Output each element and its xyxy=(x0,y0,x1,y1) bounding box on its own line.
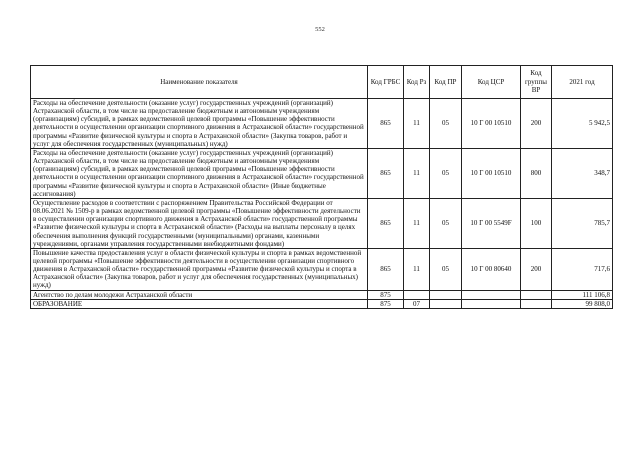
header-grbs: Код ГРБС xyxy=(368,66,404,99)
header-year: 2021 год xyxy=(552,66,613,99)
row-pr xyxy=(430,299,462,308)
row-grbs: 865 xyxy=(368,248,404,290)
row-grbs: 865 xyxy=(368,99,404,149)
row-vr: 100 xyxy=(521,198,552,248)
row-name: Повышение качества предоставления услуг в области физической культуры и спорта в рамках ведомственной целевой программы «Повышение эффективности деятельности в осуществлении организации спортивного движения в Астраханской области» государственной программы «Развитие физической культуры и спорта в Астраханской области» (Закупка товаров, работ и услуг для обеспечения государственных (муниципальных) нужд) xyxy=(31,248,368,290)
row-grbs: 875 xyxy=(368,299,404,308)
row-rz: 11 xyxy=(404,148,430,198)
table-row xyxy=(31,148,613,198)
row-rz: 11 xyxy=(404,198,430,248)
header-vr: Код группы ВР xyxy=(521,66,552,99)
row-pr: 05 xyxy=(430,198,462,248)
row-amount: 717,6 xyxy=(552,248,613,290)
table-row xyxy=(31,299,613,308)
budget-table xyxy=(30,65,613,309)
row-pr: 05 xyxy=(430,99,462,149)
row-amount: 111 106,8 xyxy=(552,290,613,299)
row-amount: 348,7 xyxy=(552,148,613,198)
row-csr: 10 Г 00 5549F xyxy=(462,198,521,248)
row-vr: 800 xyxy=(521,148,552,198)
table-header-row xyxy=(31,66,613,99)
header-name: Наименование показателя xyxy=(31,66,368,99)
row-vr: 200 xyxy=(521,248,552,290)
row-csr xyxy=(462,299,521,308)
row-csr: 10 Г 00 10510 xyxy=(462,99,521,149)
row-rz xyxy=(404,290,430,299)
row-name: Агентство по делам молодежи Астраханской области xyxy=(31,290,368,299)
row-rz: 11 xyxy=(404,248,430,290)
row-name: Осуществление расходов в соответствии с распоряжением Правительства Российской Федерации от 08.06.2021 № 1509-р в рамках ведомственной целевой программы «Повышение эффективности деятельности в осуществлении организации спортивного движения в Астраханской области» государственной программы «Развитие физической культуры и спорта в Астраханской области» (Расходы на выплаты персоналу в целях обеспечения выполнения функций государственными (муниципальными) органами, казенными учреждениями, органами управления государственными внебюджетными фондами) xyxy=(31,198,368,248)
row-rz: 07 xyxy=(404,299,430,308)
row-vr xyxy=(521,299,552,308)
row-csr: 10 Г 00 80640 xyxy=(462,248,521,290)
header-csr: Код ЦСР xyxy=(462,66,521,99)
row-amount: 785,7 xyxy=(552,198,613,248)
table-row xyxy=(31,99,613,149)
header-rz: Код Рз xyxy=(404,66,430,99)
row-grbs: 865 xyxy=(368,198,404,248)
row-pr: 05 xyxy=(430,248,462,290)
row-amount: 99 808,0 xyxy=(552,299,613,308)
header-pr: Код ПР xyxy=(430,66,462,99)
row-name: Расходы на обеспечение деятельности (оказание услуг) государственных учреждений (организаций) Астраханской области, в том числе на предоставление бюджетным и автономным учреждениям (организациям) субсидий, в рамках ведомственной целевой программы «Повышение эффективности деятельности в осуществлении организации спортивного движения в Астраханской области» государственной программы «Развитие физической культуры и спорта в Астраханской области» (Иные бюджетные ассигнования) xyxy=(31,148,368,198)
page-number: 552 xyxy=(315,26,325,33)
table-row xyxy=(31,248,613,290)
table-row xyxy=(31,198,613,248)
row-amount: 5 942,5 xyxy=(552,99,613,149)
row-vr xyxy=(521,290,552,299)
row-csr xyxy=(462,290,521,299)
row-csr: 10 Г 00 10510 xyxy=(462,148,521,198)
row-rz: 11 xyxy=(404,99,430,149)
row-name: Расходы на обеспечение деятельности (оказание услуг) государственных учреждений (организаций) Астраханской области, в том числе на предоставление бюджетным и автономным учреждениям (организациям) субсидий, в рамках ведомственной целевой программы «Повышение эффективности деятельности в осуществлении организации спортивного движения в Астраханской области» государственной программы «Развитие физической культуры и спорта в Астраханской области» (Закупка товаров, работ и услуг для обеспечения государственных (муниципальных) нужд) xyxy=(31,99,368,149)
row-pr: 05 xyxy=(430,148,462,198)
row-grbs: 865 xyxy=(368,148,404,198)
row-grbs: 875 xyxy=(368,290,404,299)
row-name: ОБРАЗОВАНИЕ xyxy=(31,299,368,308)
row-vr: 200 xyxy=(521,99,552,149)
row-pr xyxy=(430,290,462,299)
table-row xyxy=(31,290,613,299)
